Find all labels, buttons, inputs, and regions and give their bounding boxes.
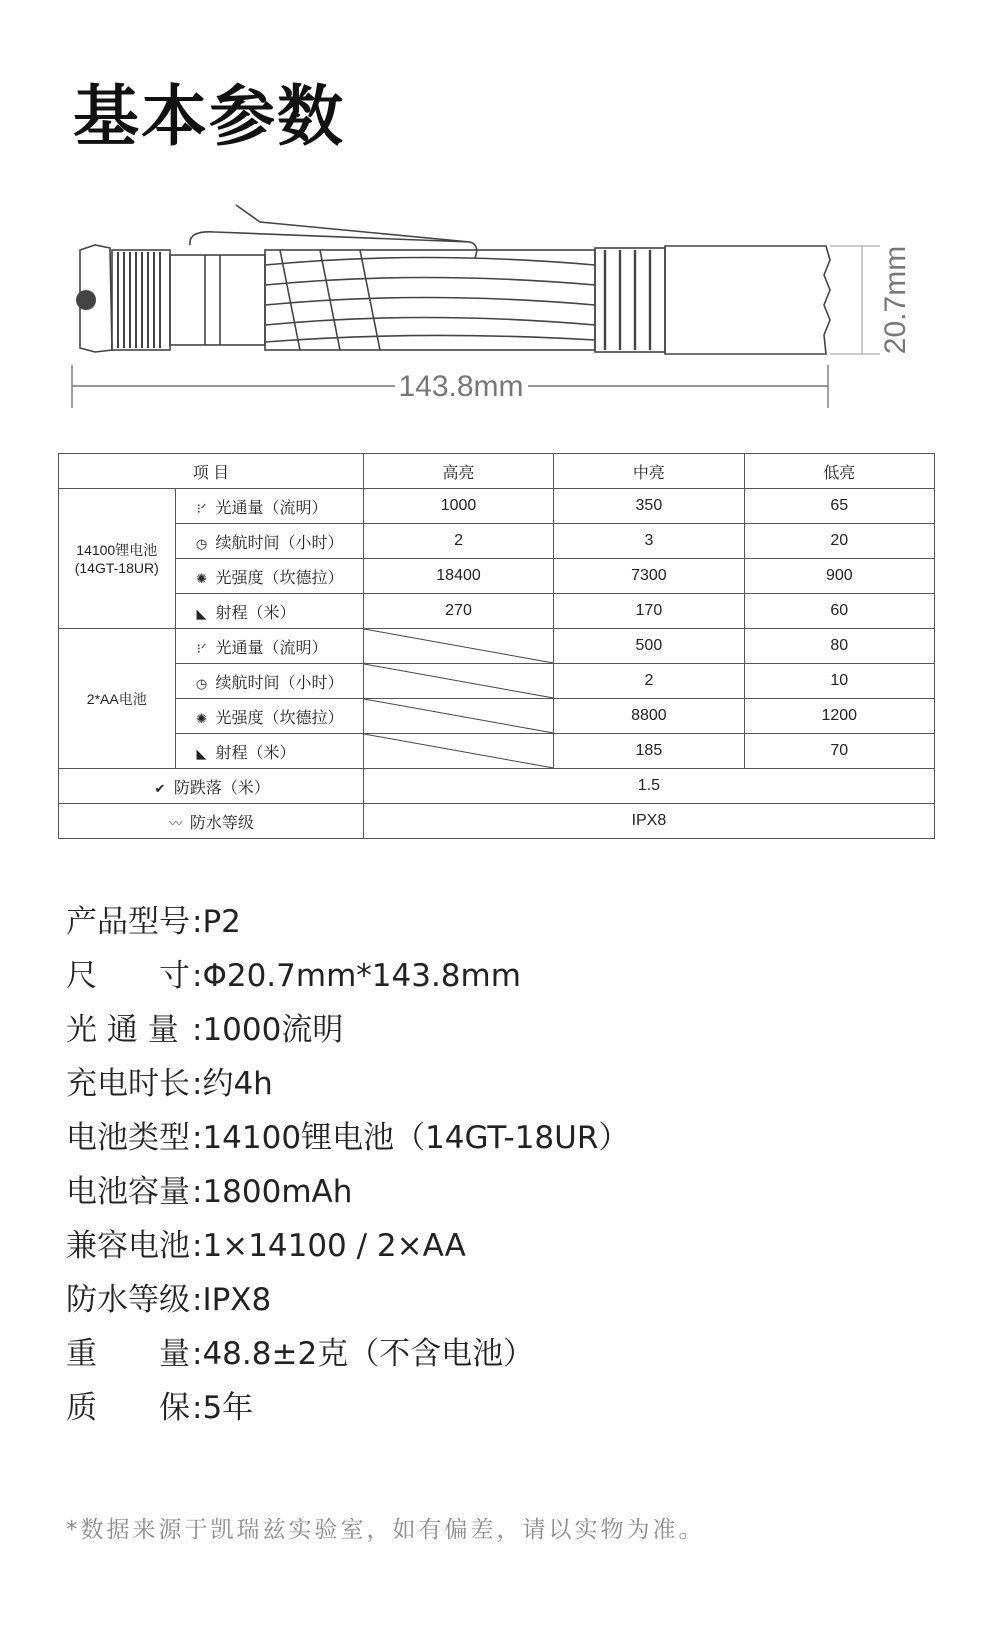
list-item: 防水等级:IPX8 [66, 1282, 272, 1318]
table-row [59, 734, 935, 769]
table-row [59, 559, 935, 594]
footnote: *数据来源于凯瑞兹实验室，如有偏差，请以实物为准。 [66, 1517, 705, 1543]
list-item: 充电时长:约4h [66, 1066, 273, 1102]
range-icon: ◣ [196, 605, 207, 621]
cell: 7300 [554, 559, 744, 594]
cell: 500 [554, 629, 744, 664]
list-item: 重 量:48.8±2克（不含电池） [66, 1336, 535, 1372]
empty-cell [363, 699, 553, 734]
battery-label-aa: 2*AA电池 [59, 629, 176, 769]
cell: 185 [554, 734, 744, 769]
impact-icon: ✔ [154, 780, 166, 796]
table-header-row [59, 454, 935, 489]
cell: 170 [554, 594, 744, 629]
intensity-icon: ✺ [196, 570, 207, 586]
cell: 80 [744, 629, 934, 664]
length-label: 143.8mm [398, 370, 524, 403]
header-item: 项 目 [59, 454, 364, 489]
diameter-label: 20.7mm [879, 245, 912, 355]
row-label: ◷ 续航时间（小时） [175, 524, 363, 559]
table-row [59, 629, 935, 664]
list-item: 产品型号:P2 [66, 904, 241, 940]
list-item: 质 保:5年 [66, 1390, 254, 1426]
spec-list [66, 895, 629, 1435]
cell: IPX8 [363, 804, 934, 839]
header-low: 低亮 [744, 454, 934, 489]
range-icon: ◣ [196, 745, 207, 761]
row-label: ✔ 防跌落（米） [59, 769, 364, 804]
cell: 65 [744, 489, 934, 524]
cell: 2 [363, 524, 553, 559]
intensity-icon: ✺ [196, 710, 207, 726]
flashlight-drawing [0, 190, 990, 430]
clock-icon: ◷ [195, 675, 208, 691]
water-icon: 〰 [169, 815, 183, 831]
list-item: 电池容量:1800mAh [66, 1174, 353, 1210]
table-row [59, 664, 935, 699]
row-label: ✺ 光强度（坎德拉） [175, 699, 363, 734]
table-row [59, 594, 935, 629]
list-item: 尺 寸:Φ20.7mm*143.8mm [66, 958, 521, 994]
cell: 10 [744, 664, 934, 699]
row-label: ⁝ᐟ 光通量（流明） [175, 489, 363, 524]
header-mid: 中亮 [554, 454, 744, 489]
cell: 18400 [363, 559, 553, 594]
table-row [59, 769, 935, 804]
lumen-icon: ⁝ᐟ [196, 640, 207, 656]
cell: 20 [744, 524, 934, 559]
cell: 350 [554, 489, 744, 524]
empty-cell [363, 629, 553, 664]
cell: 1.5 [363, 769, 934, 804]
table-row [59, 804, 935, 839]
cell: 900 [744, 559, 934, 594]
list-item: 兼容电池:1×14100 / 2×AA [66, 1228, 466, 1264]
cell: 270 [363, 594, 553, 629]
row-label: 〰 防水等级 [59, 804, 364, 839]
list-item: 电池类型:14100锂电池（14GT-18UR） [66, 1120, 630, 1156]
cell: 2 [554, 664, 744, 699]
table-row [59, 524, 935, 559]
row-label: ◣ 射程（米） [175, 594, 363, 629]
cell: 8800 [554, 699, 744, 734]
clock-icon: ◷ [195, 535, 208, 551]
page-title: 基本参数 [73, 78, 345, 155]
table-row [59, 489, 935, 524]
row-label: ⁝ᐟ 光通量（流明） [175, 629, 363, 664]
cell: 1200 [744, 699, 934, 734]
cell: 1000 [363, 489, 553, 524]
row-label: ✺ 光强度（坎德拉） [175, 559, 363, 594]
empty-cell [363, 734, 553, 769]
list-item: 光 通 量 :1000流明 [66, 1012, 344, 1048]
cell: 70 [744, 734, 934, 769]
empty-cell [363, 664, 553, 699]
cell: 60 [744, 594, 934, 629]
spec-table [58, 453, 935, 839]
lumen-icon: ⁝ᐟ [196, 500, 207, 516]
header-high: 高亮 [363, 454, 553, 489]
battery-label-14100: 14100锂电池 (14GT-18UR) [59, 489, 176, 629]
row-label: ◣ 射程（米） [175, 734, 363, 769]
table-row [59, 699, 935, 734]
cell: 3 [554, 524, 744, 559]
row-label: ◷ 续航时间（小时） [175, 664, 363, 699]
